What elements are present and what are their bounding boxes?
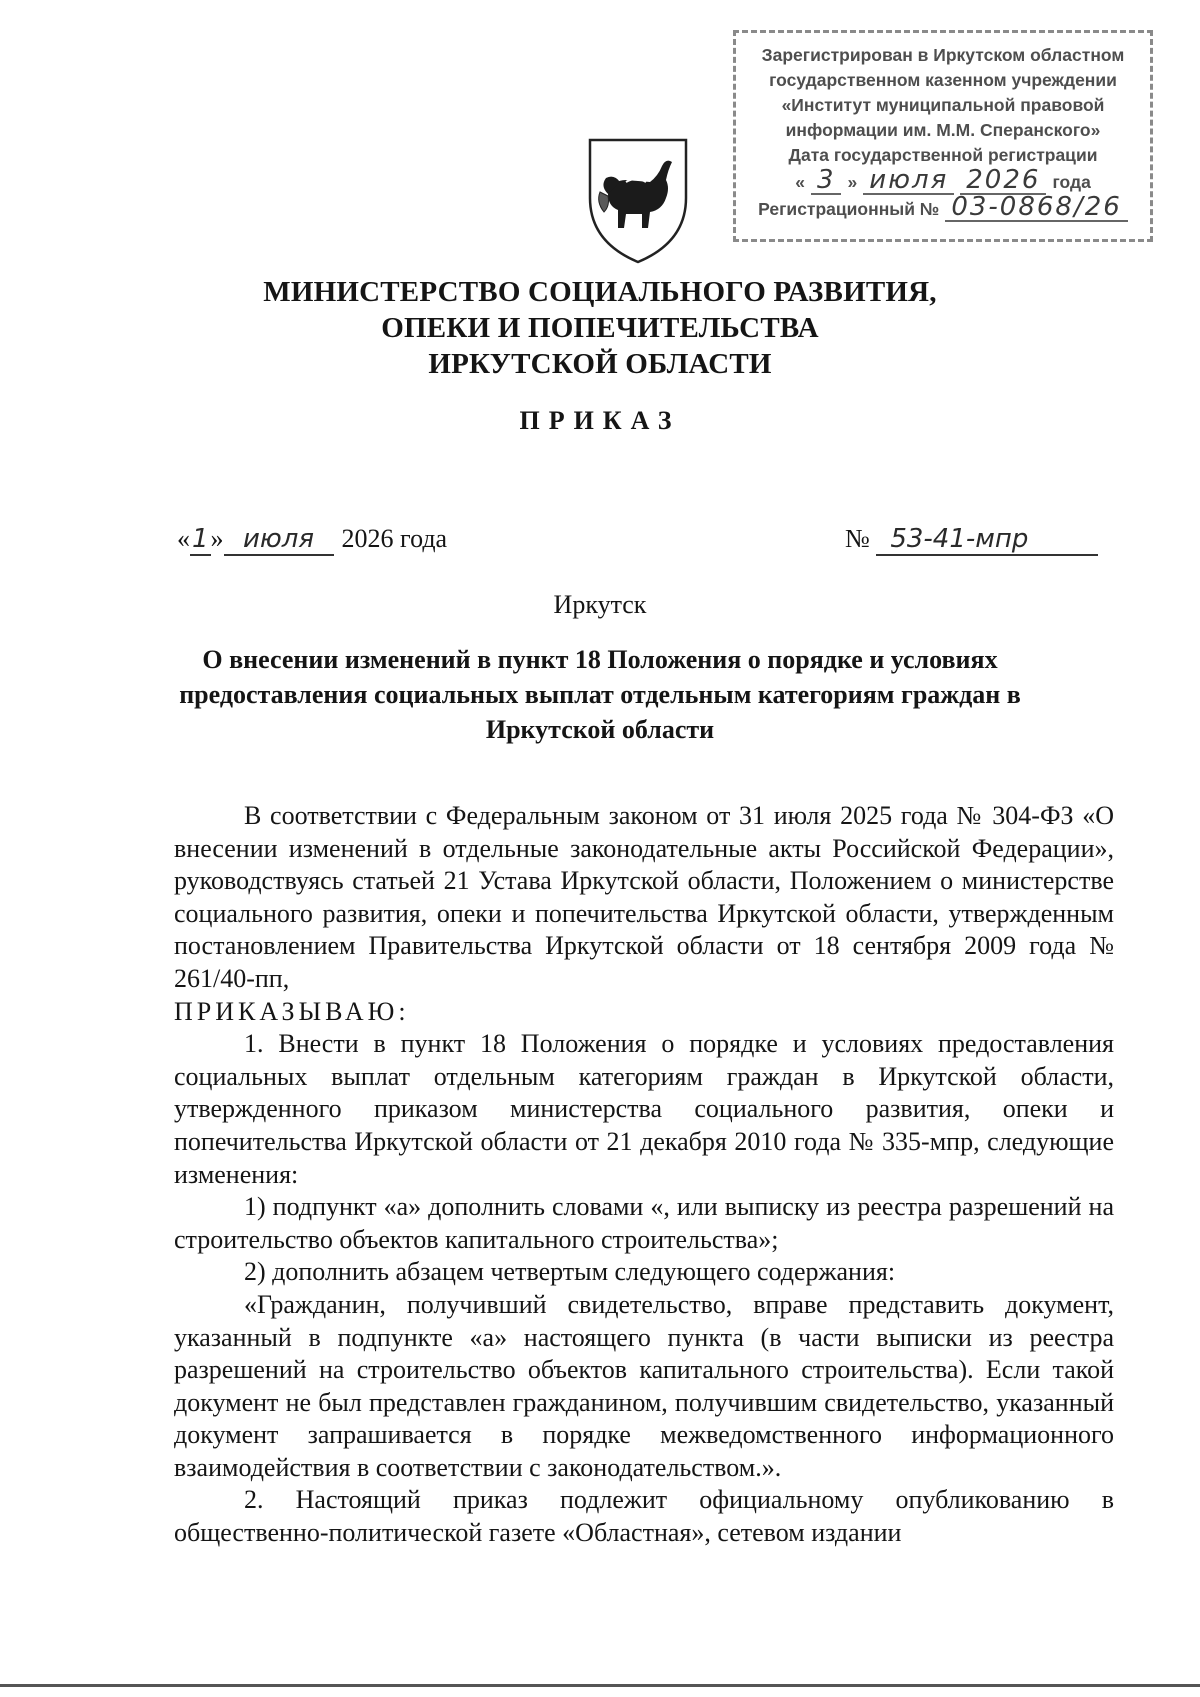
ministry-line-3: ИРКУТСКОЙ ОБЛАСТИ [428, 348, 772, 380]
order-number [845, 524, 1098, 556]
order-date-open: « [177, 524, 190, 553]
item-2-paragraph: 2. Настоящий приказ подлежит официальному опубликованию в общественно-политической газете «Областная», сетевом издании [174, 1485, 1114, 1548]
order-number-value: 53-41-мпр [876, 524, 1098, 556]
stamp-date-close: » [847, 172, 858, 192]
order-body [174, 800, 1114, 1550]
subitem-1-paragraph: 1) подпункт «а» дополнить словами «, или выписку из реестра разрешений на строительство объектов капитального строительства»; [174, 1192, 1114, 1254]
order-number-label: № [845, 524, 870, 553]
stamp-date-day: 3 [811, 168, 842, 195]
stamp-reg-label: Регистрационный № [758, 199, 940, 219]
page-bottom-rule [0, 1684, 1200, 1687]
ministry-line-1: МИНИСТЕРСТВО СОЦИАЛЬНОГО РАЗВИТИЯ, [263, 276, 937, 308]
stamp-date-open: « [795, 172, 805, 192]
city: Иркутск [553, 590, 647, 619]
ministry-heading [0, 274, 1200, 382]
subject-line-2: предоставления социальных выплат отдельным категориям граждан в [179, 680, 1021, 709]
order-title: ПРИКАЗ [519, 406, 681, 435]
order-word: ПРИКАЗЫВАЮ: [174, 996, 410, 1026]
stamp-date-suffix: года [1052, 172, 1091, 192]
stamp-line-3: «Институт муниципальной правовой [781, 95, 1105, 115]
stamp-date-year: 2026 [960, 168, 1046, 195]
item-1-paragraph: 1. Внести в пункт 18 Положения о порядке и условиях предоставления социальных выплат отдельным категориям граждан в Иркутской области, утвержденного приказом министерства социального развития, опеки и попечительства Иркутской области от 21 декабря 2010 года № 335-мпр, следующие изменения: [174, 1029, 1114, 1189]
ministry-line-2: ОПЕКИ И ПОПЕЧИТЕЛЬСТВА [381, 312, 819, 344]
order-date [177, 524, 447, 556]
preamble-paragraph: В соответствии с Федеральным законом от 31 июля 2025 года № 304-ФЗ «О внесении изменений в отдельные законодательные акты Российской Федерации», руководствуясь статьей 21 Устава Иркутской области, Положением о министерстве социального развития, опеки и попечительства Иркутской области, утвержденным постановлением Правительства Иркутской области от 18 сентября 2009 года № 261/40-пп, [174, 801, 1114, 993]
subject-line-3: Иркутской области [485, 715, 715, 744]
stamp-line-4: информации им. М.М. Сперанского» [785, 120, 1101, 140]
stamp-reg-number: 03-0868/26 [945, 195, 1127, 222]
order-subject [0, 642, 1200, 747]
subitem-2-paragraph: 2) дополнить абзацем четвертым следующего содержания: [244, 1257, 896, 1287]
stamp-line-1: Зарегистрирован в Иркутском областном [761, 45, 1125, 65]
quote-paragraph: «Гражданин, получивший свидетельство, вправе представить документ, указанный в подпункте «а» настоящего пункта (в части выписки из реестра разрешений на строительство объектов капитального строительства). Если такой документ не был представлен гражданином, получившим свидетельство, указанный документ запрашивается в порядке межведомственного информационного взаимодействия в соответствии с законодательством.». [174, 1289, 1114, 1482]
stamp-date-row [736, 165, 1150, 195]
order-date-day: 1 [192, 524, 209, 554]
stamp-reg-row [736, 192, 1150, 222]
subject-line-1: О внесении изменений в пункт 18 Положения о порядке и условиях [202, 645, 998, 674]
coat-of-arms-icon [586, 136, 690, 266]
order-date-month: июля [224, 524, 334, 556]
stamp-line-2: государственном казенном учреждении [769, 70, 1117, 90]
stamp-line-5: Дата государственной регистрации [788, 145, 1098, 165]
order-date-close: » [210, 524, 224, 553]
order-date-year: 2026 года [341, 524, 448, 553]
stamp-date-month: июля [863, 168, 954, 195]
registration-stamp [733, 30, 1153, 242]
